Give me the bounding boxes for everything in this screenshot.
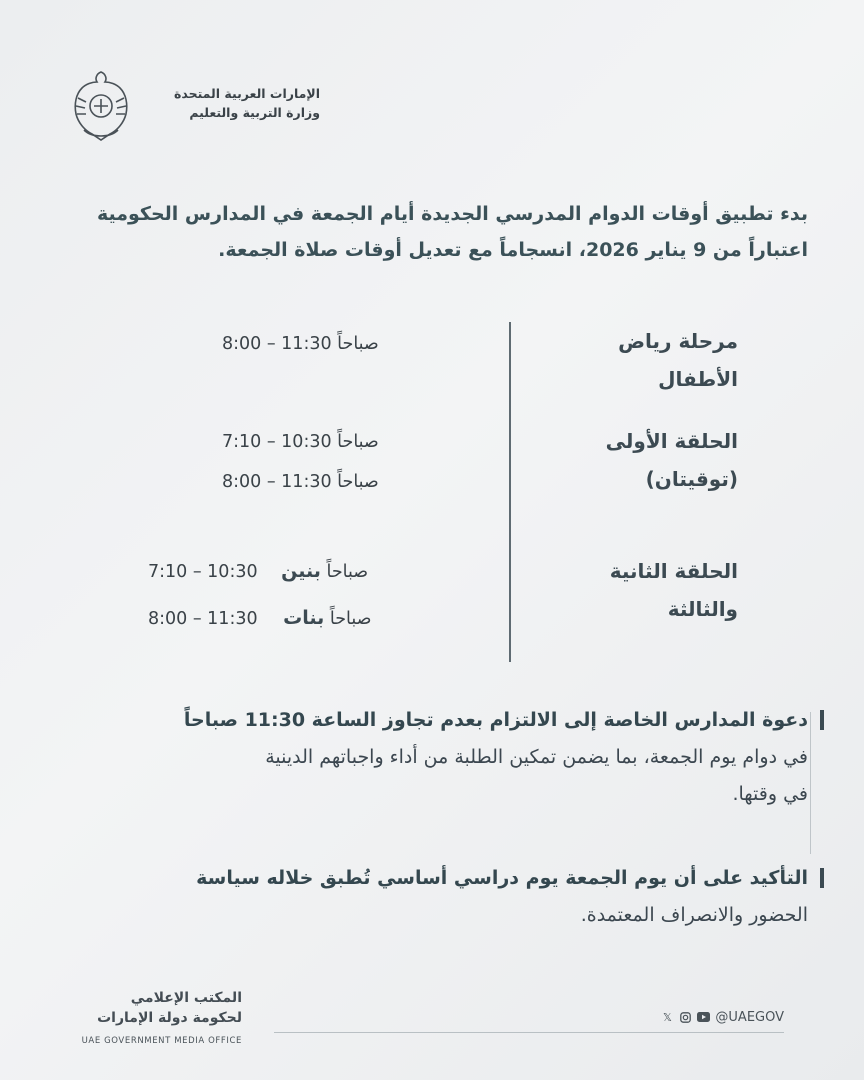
bullet-marker: [820, 868, 824, 888]
boys-label: بنين: [281, 560, 321, 582]
bullet-1-line-3: في وقتها.: [732, 783, 808, 805]
stage-kg-line2: الأطفال: [658, 367, 738, 391]
cycle1-time-2: 8:00 – 11:30 صباحاً: [222, 472, 379, 492]
youtube-icon[interactable]: [697, 1012, 709, 1024]
bullet-2-line-2: الحضور والانصراف المعتمدة.: [580, 904, 808, 926]
ministry-country: الإمارات العربية المتحدة: [173, 86, 320, 101]
boys-time: 7:10 – 10:30 صباحاً: [148, 562, 369, 582]
stage-c1-line1: الحلقة الأولى: [605, 429, 738, 453]
cycle23-girls-row: [148, 607, 372, 629]
stage-c1-line2: (توقيتان): [645, 467, 738, 491]
intro-line-1: بدء تطبيق أوقات الدوام المدرسي الجديدة أيام الجمعة في المدارس الحكومية: [96, 203, 808, 225]
instagram-icon[interactable]: [679, 1012, 691, 1024]
bullet-1-line-1: دعوة المدارس الخاصة إلى الالتزام بعدم تجاوز الساعة 11:30 صباحاً: [183, 709, 808, 731]
bullet-marker: [820, 710, 824, 730]
stage-c23-line2: والثالثة: [667, 597, 738, 621]
gmo-line-1: المكتب الإعلامي: [130, 990, 242, 1006]
social-handle-group: [661, 1010, 784, 1025]
ministry-name: [174, 84, 320, 122]
bullets-side-rule: [810, 712, 811, 854]
intro-announcement: [48, 196, 808, 268]
cycle1-time-1: 7:10 – 10:30 صباحاً: [222, 432, 379, 452]
intro-line-2: اعتباراً من 9 يناير 2026، انسجاماً مع تعديل أوقات صلاة الجمعة.: [218, 239, 808, 261]
girls-time: 8:00 – 11:30 صباحاً: [148, 609, 372, 629]
bullet-2-line-1: التأكيد على أن يوم الجمعة يوم دراسي أساسي تُطبق خلاله سياسة: [196, 867, 808, 889]
cycle23-boys-row: [148, 560, 368, 582]
girls-label: بنات: [283, 607, 325, 629]
bullet-private-schools: [58, 702, 808, 813]
stage-cycle-2-3: [610, 552, 738, 628]
social-handle[interactable]: @UAEGOV: [715, 1010, 784, 1025]
gmo-logo-text: [70, 988, 242, 1028]
bullet-1-line-2: في دوام يوم الجمعة، بما يضمن تمكين الطلبة من أداء واجباتهم الدينية: [265, 746, 808, 768]
x-icon[interactable]: 𝕏: [662, 1010, 672, 1024]
stage-cycle-1: [606, 422, 738, 498]
gmo-english-name: UAE GOVERNMENT MEDIA OFFICE: [81, 1036, 242, 1046]
schedule-divider: [509, 322, 511, 662]
footer-divider: [274, 1032, 784, 1033]
ministry-title: وزارة التربية والتعليم: [189, 105, 320, 120]
stage-kg-line1: مرحلة رياض: [618, 329, 738, 353]
bullet-friday-school-day: [58, 860, 808, 934]
gmo-line-2: لحكومة دولة الإمارات: [97, 1010, 242, 1026]
stage-kindergarten: [618, 322, 738, 398]
uae-falcon-emblem-icon: [70, 68, 132, 144]
stage-c23-line1: الحلقة الثانية: [609, 559, 738, 583]
kg-time: 8:00 – 11:30 صباحاً: [222, 334, 379, 354]
